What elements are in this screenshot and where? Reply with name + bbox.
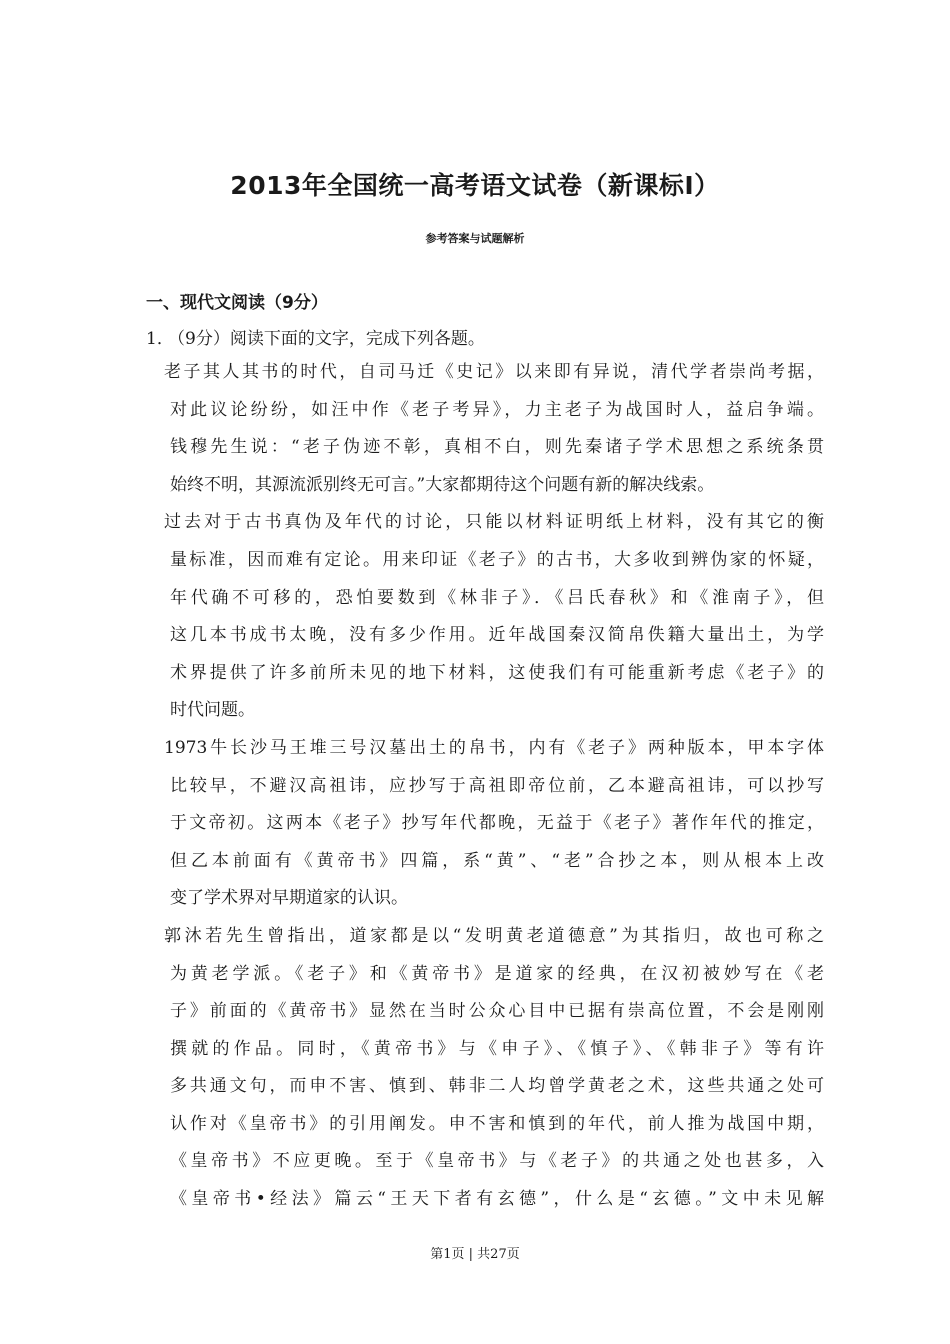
page-footer: 第1页 | 共27页 — [430, 1247, 520, 1262]
passage-line: 时代问题。 — [170, 700, 255, 721]
passage-paragraph — [164, 504, 824, 730]
reading-passage — [164, 354, 824, 1219]
question-prompt: （9分）阅读下面的文字，完成下列各题。 — [168, 329, 485, 349]
passage-line: 术界提供了许多前所未见的地下材料，这使我们有可能重新考虑《老子》的 — [170, 662, 824, 683]
passage-line: 年代确不可移的，恐怕要数到《林非子》．《吕氏春秋》和《淮南子》，但 — [170, 587, 824, 608]
passage-line: 于文帝初。这两本《老子》抄写年代都晚，无益于《老子》著作年代的推定， — [170, 813, 824, 834]
question-number: 1． — [146, 329, 174, 349]
passage-line: 郭沐若先生曾指出，道家都是以“发明黄老道德意”为其指归，故也可称之 — [164, 925, 824, 946]
passage-paragraph — [164, 730, 824, 918]
passage-paragraph — [164, 918, 824, 1219]
passage-line: 始终不明，其源流派别终无可言。”大家都期待这个问题有新的解决线索。 — [170, 474, 715, 495]
passage-line: 过去对于古书真伪及年代的讨论，只能以材料证明纸上材料，没有其它的衡 — [164, 512, 824, 533]
passage-line: 但乙本前面有《黄帝书》四篇，系“黄”、“老”合抄之本，则从根本上改 — [170, 850, 824, 871]
passage-line: 撰就的作品。同时，《黄帝书》与《申子》、《慎子》、《韩非子》等有许 — [170, 1038, 824, 1059]
question-1 — [146, 324, 485, 349]
passage-line: 多共通文句，而申不害、慎到、韩非二人均曾学黄老之术，这些共通之处可 — [170, 1076, 824, 1097]
passage-line: 为黄老学派。《老子》和《黄帝书》是道家的经典，在汉初被妙写在《老 — [170, 963, 824, 984]
passage-line: 《皇帝书•经法》篇云“王天下者有玄德”，什么是“玄德。”文中未见解 — [170, 1189, 824, 1210]
passage-line: 对此议论纷纷，如汪中作《老子考异》，力主老子为战国时人，益启争端。 — [170, 399, 824, 420]
passage-line: 1973牛长沙马王堆三号汉墓出土的帛书，内有《老子》两种版本，甲本字体 — [164, 737, 824, 758]
passage-line: 老子其人其书的时代，自司马迁《史记》以来即有异说，清代学者崇尚考据， — [164, 362, 824, 382]
passage-line: 这几本书成书太晚，没有多少作用。近年战国秦汉简帛佚籍大量出土，为学 — [170, 625, 824, 646]
passage-line: 量标准，因而难有定论。用来印证《老子》的古书，大多收到辨伪家的怀疑， — [170, 549, 824, 570]
passage-line: 比较早，不避汉高祖讳，应抄写于高祖即帝位前，乙本避高祖讳，可以抄写 — [170, 775, 824, 796]
document-title: 2013年全国统一高考语文试卷（新课标Ⅰ） — [230, 171, 720, 200]
passage-line: 认作对《皇帝书》的引用阐发。申不害和慎到的年代，前人推为战国中期， — [170, 1113, 824, 1134]
passage-line: 《皇帝书》不应更晚。至于《皇帝书》与《老子》的共通之处也甚多，入 — [170, 1151, 824, 1172]
passage-line: 钱穆先生说：“老子伪迹不彰，真相不白，则先秦诸子学术思想之系统条贯 — [170, 437, 824, 458]
section-heading: 一、现代文阅读（9分） — [146, 293, 328, 313]
passage-paragraph — [164, 354, 824, 504]
passage-line: 子》前面的《黄帝书》显然在当时公众心目中已据有崇高位置，不会是刚刚 — [170, 1001, 824, 1022]
document-subtitle: 参考答案与试题解析 — [425, 232, 525, 245]
passage-line: 变了学术界对早期道家的认识。 — [170, 888, 408, 909]
